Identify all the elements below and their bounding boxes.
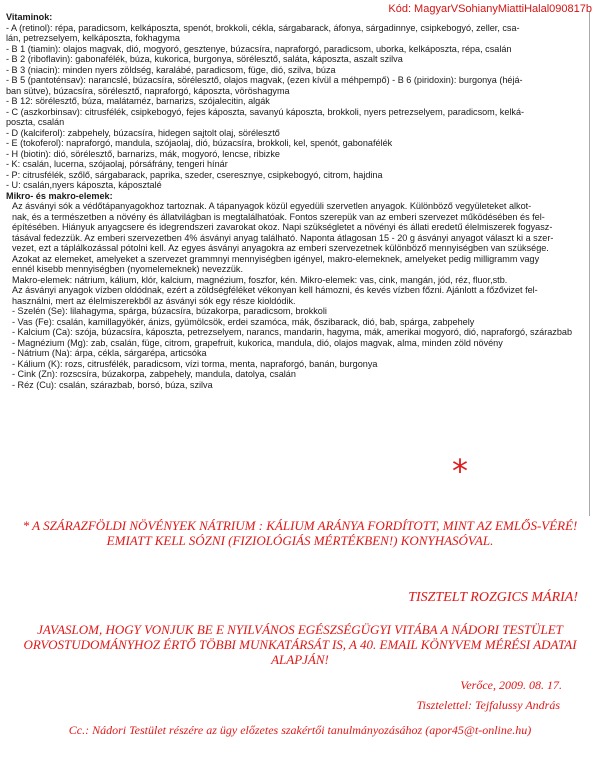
mineral-line: - Réz (Cu): csalán, szárazbab, borsó, búza, szilva (12, 379, 213, 390)
date-line: Verőce, 2009. 08. 17. (460, 678, 562, 692)
vitamin-line: - B 12: sörélesztő, búza, malátaméz, barnarizs, szójalecitin, algák (6, 96, 270, 106)
mineral-paragraph-line: Azokat az elemeket, amelyeket a szervezet grammnyi mennyiségben igényel, makro-elemeknek, amelyeket pedig milligramm vagy (12, 253, 540, 264)
vitamin-line: - A (retinol): répa, paradicsom, kelkáposzta, spenót, brokkoli, cékla, sárgabarack, áfonya, sárgadinnye, csipkebogyó, zeller, csa- (6, 22, 520, 33)
sodium-potassium-note: * A SZÁRAZFÖLDI NÖVÉNYEK NÁTRIUM : KÁLIUM ARÁNYA FORDÍTOTT, MINT AZ EMLŐS-VÉRÉ! EMIATT KELL SÓZNI (FIZIOLÓGIÁS MÉRTÉKBEN!) KONYHASÓVAL. (22, 518, 578, 548)
mineral-list (6, 306, 585, 390)
mineral-paragraph-line: nak, és a természetben a növény és állatvilágban is megtalálhatóak. Fontos szerepük van az emberi szervezet működésében és fel- (12, 211, 545, 222)
mineral-line: - Nátrium (Na): árpa, cékla, sárgarépa, articsóka (12, 348, 207, 358)
scanned-nutrition-page (6, 12, 590, 516)
mineral-line: - Kálium (K): rozs, citrusfélék, paradicsom, vízi torma, menta, napraforgó, banán, burgonya (12, 358, 378, 369)
minerals-paragraph (6, 201, 585, 306)
mineral-line: - Szelén (Se): lilahagyma, spárga, búzacsíra, búzakorpa, paradicsom, brokkoli (12, 306, 327, 316)
mineral-paragraph-line: Az ásványi sók a védőtápanyagokhoz tartoznak. A tápanyagok közül egyedüli szervetlen anyagok. Különböző vegyületeket alkot- (12, 201, 532, 211)
vitamin-line: ban sütve), búzacsíra, sörélesztő, napraforgó, káposzta, vöröshagyma (6, 85, 290, 96)
mineral-line: - Kalcium (Ca): szója, búzacsíra, káposzta, petrezselyem, narancs, mandarin, hagyma, mák, amerikai mogyoró, dió, napraforgó, szárazbab (12, 327, 573, 337)
greeting: TISZTELT ROZGICS MÁRIA! (408, 590, 578, 605)
mineral-line: - Vas (Fe): csalán, kamillagyökér, ánizs, gyümölcsök, erdei szamóca, mák, őszibarack, dió, bab, spárga, zabpehely (12, 316, 475, 327)
vitamin-line: - K: csalán, lucerna, szójaolaj, pórsáfrány, tengeri hínár (6, 159, 228, 169)
mineral-paragraph-line: tásával fedezzük. Az emberi szervezetben 4% ásványi anyag található. Naponta átlagosan 15 - 20 g ásványi anyagot választ ki a szer- (12, 232, 554, 243)
document-code: Kód: MagyarVSohianyMiattiHalal090817b (388, 3, 592, 15)
vitamins-heading: Vitaminok: (6, 12, 53, 22)
mineral-paragraph-line: használni, mert az élelmiszerekből az ásványi sók egy része kioldódik. (12, 295, 296, 306)
vitamin-line: - C (aszkorbinsav): citrusfélék, csipkebogyó, fejes káposzta, savanyú káposzta, brokkoli, nyers petrezselyem, paradicsom, kelká- (6, 106, 525, 117)
vitamin-line: - U: csalán,nyers káposzta, káposztalé (6, 180, 162, 190)
vitamin-line: - B 3 (niacin): minden nyers zöldség, karalábé, paradicsom, füge, dió, szilva, búza (6, 64, 336, 75)
vitamin-line: - P: citrusfélék, szőlő, sárgabarack, paprika, szeder, cseresznye, csipkebogyó, citrom, hajdina (6, 169, 383, 180)
mineral-line: - Magnézium (Mg): zab, csalán, füge, citrom, grapefruit, kukorica, mandula, dió, olajos magvak, alma, minden zöld növény (12, 337, 503, 348)
mineral-paragraph-line: ennél kisebb mennyiségben (nyomelemeknek) nevezzük. (12, 264, 244, 274)
mineral-paragraph-line: vezet, ezt a táplálkozással pótolni kell. Az egyes ásványi anyagokra az emberi szervezetnek különböző mennyiségben van szüksége. (12, 243, 549, 253)
red-asterisk-mark: * (452, 452, 468, 490)
mineral-paragraph-line: Makro-elemek: nátrium, kálium, klór, kalcium, magnézium, foszfor, kén. Mikro-elemek: vas, cink, mangán, jód, réz, fluor,stb. (12, 274, 508, 285)
vitamin-line: - B 5 (pantoténsav): narancslé, búzacsíra, sörélesztő, olajos magvak, (ezen kívül a méhpempő) - B 6 (piridoxin): burgonya (héjá- (6, 75, 523, 85)
vitamin-line: poszta, csalán (6, 117, 65, 127)
minerals-heading: Mikro- és makro-elemek: (6, 190, 113, 201)
mineral-paragraph-line: építésében. Hiányuk anyagcsere és idegrendszeri zavarokat okoz. Napi szükségletet a növényi és állati eredetű élelmiszerek fogyasz- (12, 222, 553, 232)
mineral-paragraph-line: Az ásványi anyagok vízben oldódnak, ezért a zöldségféléket vékonyan kell hámozni, és kevés vízben főzni. Ajánlott a főzővizet fel- (12, 285, 538, 295)
cc-line: Cc.: Nádori Testület részére az ügy előzetes szakértői tanulmányozásához (apor45@t-online.hu) (68, 723, 532, 737)
vitamin-line: - E (tokoferol): napraforgó, mandula, szójaolaj, dió, búzacsíra, brokkoli, kel, spenót, gabonafélék (6, 138, 393, 148)
mineral-line: - Cink (Zn): rozscsíra, búzakorpa, zabpehely, mandula, datolya, csalán (12, 369, 296, 379)
vitamin-list (6, 23, 585, 191)
vitamin-line: - H (biotin): dió, sörélesztő, barnarizs, mák, mogyoró, lencse, ribizke (6, 148, 280, 159)
vitamin-line: - D (kalciferol): zabpehely, búzacsíra, hidegen sajtolt olaj, sörélesztő (6, 127, 280, 138)
proposal-text: JAVASLOM, HOGY VONJUK BE E NYILVÁNOS EGÉSZSÉGÜGYI VITÁBA A NÁDORI TESTÜLET ORVOSTUDOMÁNYHOZ ÉRTŐ TÖBBI MUNKATÁRSÁT IS, A 40. EMAIL KÖNYVEM MÉRÉSI ADATAI ALAPJÁN! (23, 622, 577, 667)
vitamin-line: lán, petrezselyem, kelkáposzta, fokhagyma (6, 33, 180, 43)
vitamin-line: - B 2 (riboflavin): gabonafélék, búza, kukorica, burgonya, sörélesztő, saláta, káposzta, aszalt szilva (6, 54, 403, 64)
vitamin-line: - B 1 (tiamin): olajos magvak, dió, mogyoró, gesztenye, búzacsíra, napraforgó, paradicsom, uborka, kelkáposzta, répa, csalán (6, 43, 512, 54)
signature-line: Tisztelettel: Tejfalussy András (416, 698, 560, 712)
